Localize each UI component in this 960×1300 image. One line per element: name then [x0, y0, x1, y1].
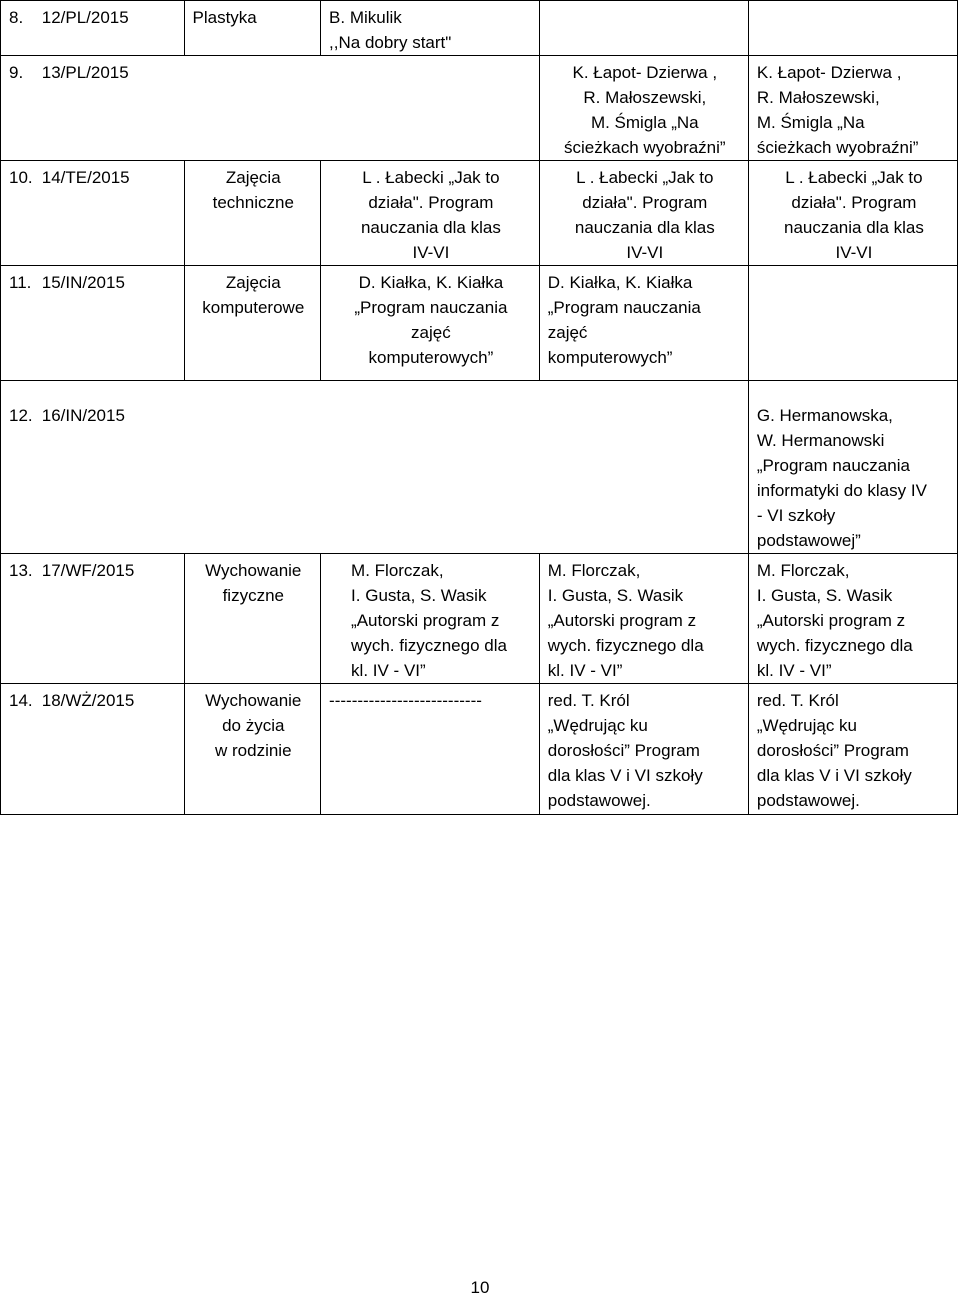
row-number: 12.: [9, 406, 33, 425]
table-row-13: [1, 554, 958, 684]
row-number: 9.: [9, 63, 24, 82]
program-line: „Autorski program z: [547, 611, 697, 630]
table-row-9: [1, 56, 958, 161]
program-line: wych. fizycznego dla: [756, 636, 913, 655]
page-number: 10: [470, 1278, 490, 1297]
program-code: 17/WF/2015: [41, 561, 135, 580]
subject: Plastyka: [192, 8, 257, 27]
subject-cell: [184, 1, 321, 56]
program-line: R. Małoszewski,: [583, 88, 707, 107]
program-line: dorosłości” Program: [547, 741, 700, 760]
table-row-10: [1, 161, 958, 266]
program-code: 16/IN/2015: [41, 406, 125, 425]
subject-line: Wychowanie: [205, 561, 302, 580]
program-line: wych. fizycznego dla: [547, 636, 704, 655]
program-line: „Wędrując ku: [756, 716, 857, 735]
program-line: „Program nauczania: [354, 298, 508, 317]
program-cell: [539, 684, 748, 815]
program-line: I. Gusta, S. Wasik: [756, 586, 893, 605]
program-line: I. Gusta, S. Wasik: [351, 586, 487, 605]
subject-line: w rodzinie: [215, 741, 292, 760]
subject-cell: [184, 266, 321, 381]
program-line: nauczania dla klas: [574, 218, 715, 237]
program-line: I. Gusta, S. Wasik: [547, 586, 684, 605]
row-number: 13.: [9, 561, 33, 580]
program-code: 15/IN/2015: [41, 273, 125, 292]
program-line: podstawowej.: [547, 791, 651, 810]
subject-cell: [184, 161, 321, 266]
table-row-8: [1, 1, 958, 56]
row-number-code-cell: [1, 684, 185, 815]
program-line: M. Florczak,: [756, 561, 850, 580]
program-line: dorosłości” Program: [756, 741, 909, 760]
program-line: IV-VI: [835, 243, 873, 262]
program-line: M. Florczak,: [547, 561, 641, 580]
program-line: D. Kiałka, K. Kiałka: [547, 273, 693, 292]
program-line: podstawowej”: [756, 531, 861, 550]
program-line: „Wędrując ku: [547, 716, 648, 735]
program-line: IV-VI: [626, 243, 664, 262]
program-cell: [748, 56, 957, 161]
program-line: red. T. Król: [756, 691, 839, 710]
program-line: red. T. Król: [547, 691, 630, 710]
empty-dash-line: ---------------------------: [329, 691, 482, 710]
program-code: 14/TE/2015: [41, 168, 130, 187]
program-cell: [539, 161, 748, 266]
program-line: komputerowych”: [547, 348, 673, 367]
program-line: zajęć: [411, 323, 451, 342]
subject-line: Zajęcia: [225, 168, 281, 187]
row-number-code-cell: [1, 161, 185, 266]
program-cell: [748, 554, 957, 684]
table-row-12: [1, 381, 958, 554]
program-cell: [321, 684, 540, 815]
row-number-code-cell: [1, 56, 185, 161]
program-line: M. Florczak,: [351, 561, 444, 580]
program-line: IV-VI: [412, 243, 450, 262]
program-line: działa". Program: [791, 193, 917, 212]
program-line: „Program nauczania: [547, 298, 701, 317]
table-row-11: [1, 266, 958, 381]
program-code: 12/PL/2015: [41, 8, 129, 27]
program-line: L . Łabecki „Jak to: [362, 168, 500, 187]
row-number: 8.: [9, 8, 24, 27]
row-number-code-cell: [1, 1, 185, 56]
program-code: 13/PL/2015: [41, 63, 129, 82]
program-cell: [321, 161, 540, 266]
program-line: ścieżkach wyobraźni”: [564, 138, 726, 157]
program-line: - VI szkoły: [756, 506, 836, 525]
program-line: L . Łabecki „Jak to: [576, 168, 714, 187]
subject-cell: [184, 684, 321, 815]
program-line: nauczania dla klas: [783, 218, 924, 237]
program-line: nauczania dla klas: [360, 218, 501, 237]
program-line: podstawowej.: [756, 791, 860, 810]
program-line: „Program nauczania: [756, 456, 910, 475]
program-line: K. Łapot- Dzierwa ,: [572, 63, 718, 82]
program-line: wych. fizycznego dla: [351, 636, 507, 655]
program-line: D. Kiałka, K. Kiałka: [358, 273, 504, 292]
program-cell: [748, 161, 957, 266]
program-line: R. Małoszewski,: [756, 88, 880, 107]
program-cell: [539, 266, 748, 381]
program-line: G. Hermanowska,: [756, 406, 893, 425]
row-number: 14.: [9, 691, 33, 710]
program-line: dla klas V i VI szkoły: [756, 766, 912, 785]
program-cell: [748, 684, 957, 815]
table-row-14: [1, 684, 958, 815]
subject-cell: [184, 554, 321, 684]
author-line: ,,Na dobry start": [329, 33, 452, 52]
subject-line: fizyczne: [222, 586, 284, 605]
subject-line: komputerowe: [202, 298, 305, 317]
program-line: „Autorski program z: [351, 611, 500, 630]
program-cell: [539, 56, 748, 161]
row-number-code-cell: [1, 554, 185, 684]
subject-line: techniczne: [212, 193, 294, 212]
program-line: komputerowych”: [368, 348, 494, 367]
subject-line: Wychowanie: [205, 691, 302, 710]
subject-line: Zajęcia: [225, 273, 281, 292]
program-line: M. Śmigla „Na: [756, 113, 865, 132]
program-line: kl. IV - VI”: [756, 661, 832, 680]
program-line: informatyki do klasy IV: [756, 481, 927, 500]
program-cell: [321, 554, 540, 684]
program-cell: [321, 266, 540, 381]
row-number-code-cell: [1, 381, 185, 554]
row-number-code-cell: [1, 266, 185, 381]
program-line: ścieżkach wyobraźni”: [756, 138, 919, 157]
author-line: B. Mikulik: [329, 8, 402, 27]
program-line: M. Śmigla „Na: [590, 113, 699, 132]
row-number: 10.: [9, 168, 33, 187]
program-cell: [748, 381, 957, 554]
program-line: K. Łapot- Dzierwa ,: [756, 63, 902, 82]
program-line: zajęć: [547, 323, 588, 342]
program-line: działa". Program: [582, 193, 708, 212]
program-cell: [539, 554, 748, 684]
program-line: kl. IV - VI”: [547, 661, 623, 680]
program-line: dla klas V i VI szkoły: [547, 766, 703, 785]
program-line: „Autorski program z: [756, 611, 906, 630]
program-line: działa". Program: [368, 193, 494, 212]
author-cell: [321, 1, 540, 56]
row-number: 11.: [9, 273, 32, 292]
subject-line: do życia: [222, 716, 285, 735]
program-line: W. Hermanowski: [756, 431, 885, 450]
program-code: 18/WŻ/2015: [41, 691, 135, 710]
program-line: L . Łabecki „Jak to: [785, 168, 923, 187]
program-line: kl. IV - VI”: [351, 661, 426, 680]
